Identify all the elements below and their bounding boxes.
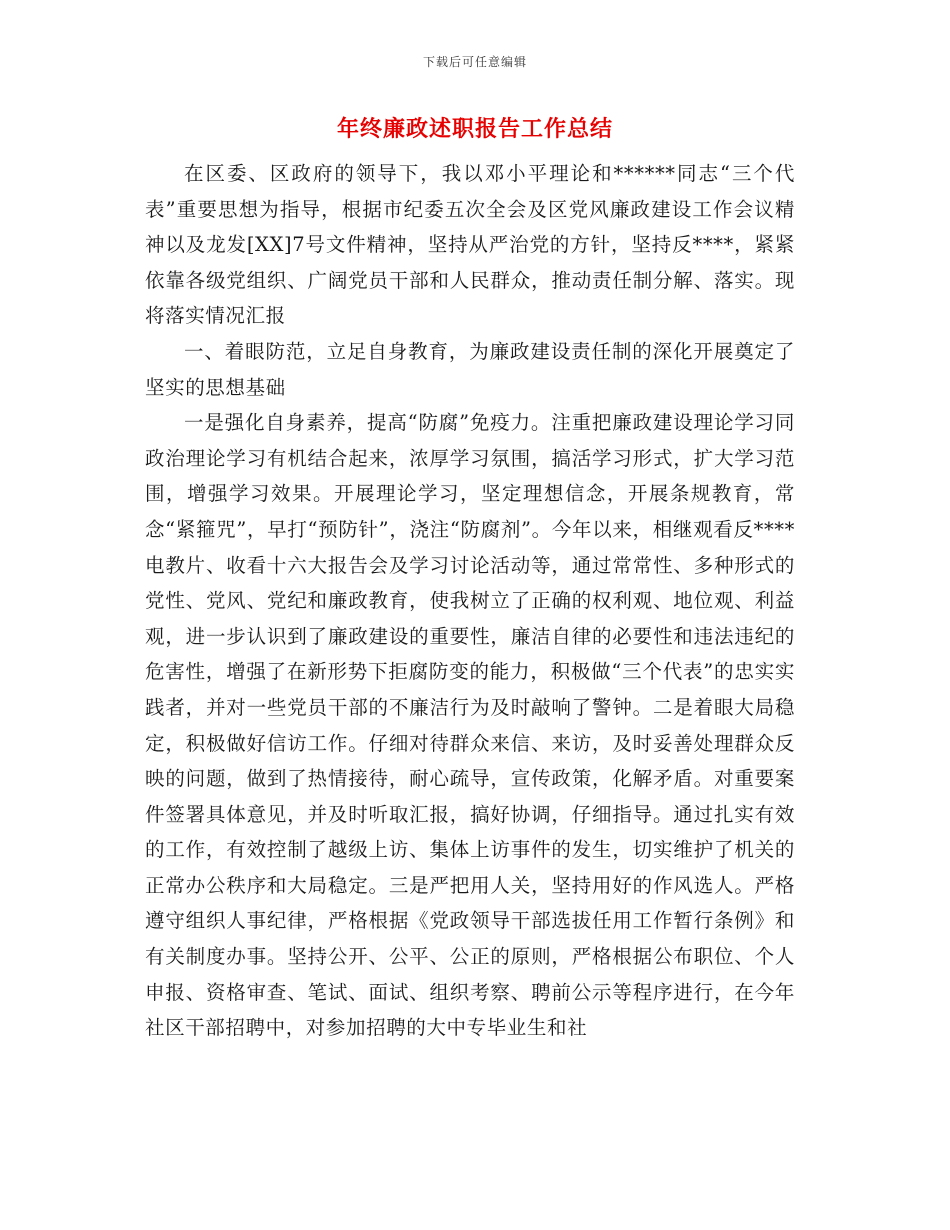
document-body — [145, 156, 795, 1046]
header-note: 下载后可任意编辑 — [422, 55, 527, 69]
paragraph-intro: 在区委、区政府的领导下，我以邓小平理论和******同志“三个代表”重要思想为指导，根据市纪委五次全会及区党风廉政建设工作会议精神以及龙发[XX]7号文件精神，坚持从严治党的方针，坚持反****，紧紧依靠各级党组织、广阔党员干部和人民群众，推动责任制分解、落实。现将落实情况汇报 — [145, 162, 795, 328]
document-title: 年终廉政述职报告工作总结 — [336, 117, 613, 142]
paragraph-content: 一是强化自身素养，提高“防腐”免疫力。注重把廉政建设理论学习同政治理论学习有机结合起来，浓厚学习氛围，搞活学习形式，扩大学习范围，增强学习效果。开展理论学习，坚定理想信念，开展条规教育，常念“紧箍咒”，早打“预防针”，浇注“防腐剂”。今年以来，相继观看反****电教片、收看十六大报告会及学习讨论活动等，通过常常性、多种形式的党性、党风、党纪和廉政教育，使我树立了正确的权利观、地位观、利益观，进一步认识到了廉政建设的重要性，廉洁自律的必要性和违法违纪的危害性，增强了在新形势下拒腐防变的能力，积极做“三个代表”的忠实实践者，并对一些党员干部的不廉洁行为及时敲响了警钟。二是着眼大局稳定，积极做好信访工作。仔细对待群众来信、来访，及时妥善处理群众反映的问题，做到了热情接待，耐心疏导，宣传政策，化解矛盾。对重要案件签署具体意见，并及时听取汇报，搞好协调，仔细指导。通过扎实有效的工作，有效控制了越级上访、集体上访事件的发生，切实维护了机关的正常办公秩序和大局稳定。三是严把用人关，坚持用好的作风选人。严格遵守组织人事纪律，严格根据《党政领导干部选拔任用工作暂行条例》和有关制度办事。坚持公开、公平、公正的原则，严格根据公布职位、个人申报、资格审查、笔试、面试、组织考察、聘前公示等程序进行，在今年社区干部招聘中，对参加招聘的大中专毕业生和社 — [145, 411, 795, 1040]
paragraph-section-heading: 一、着眼防范，立足自身教育，为廉政建设责任制的深化开展奠定了坚实的思想基础 — [145, 339, 795, 399]
